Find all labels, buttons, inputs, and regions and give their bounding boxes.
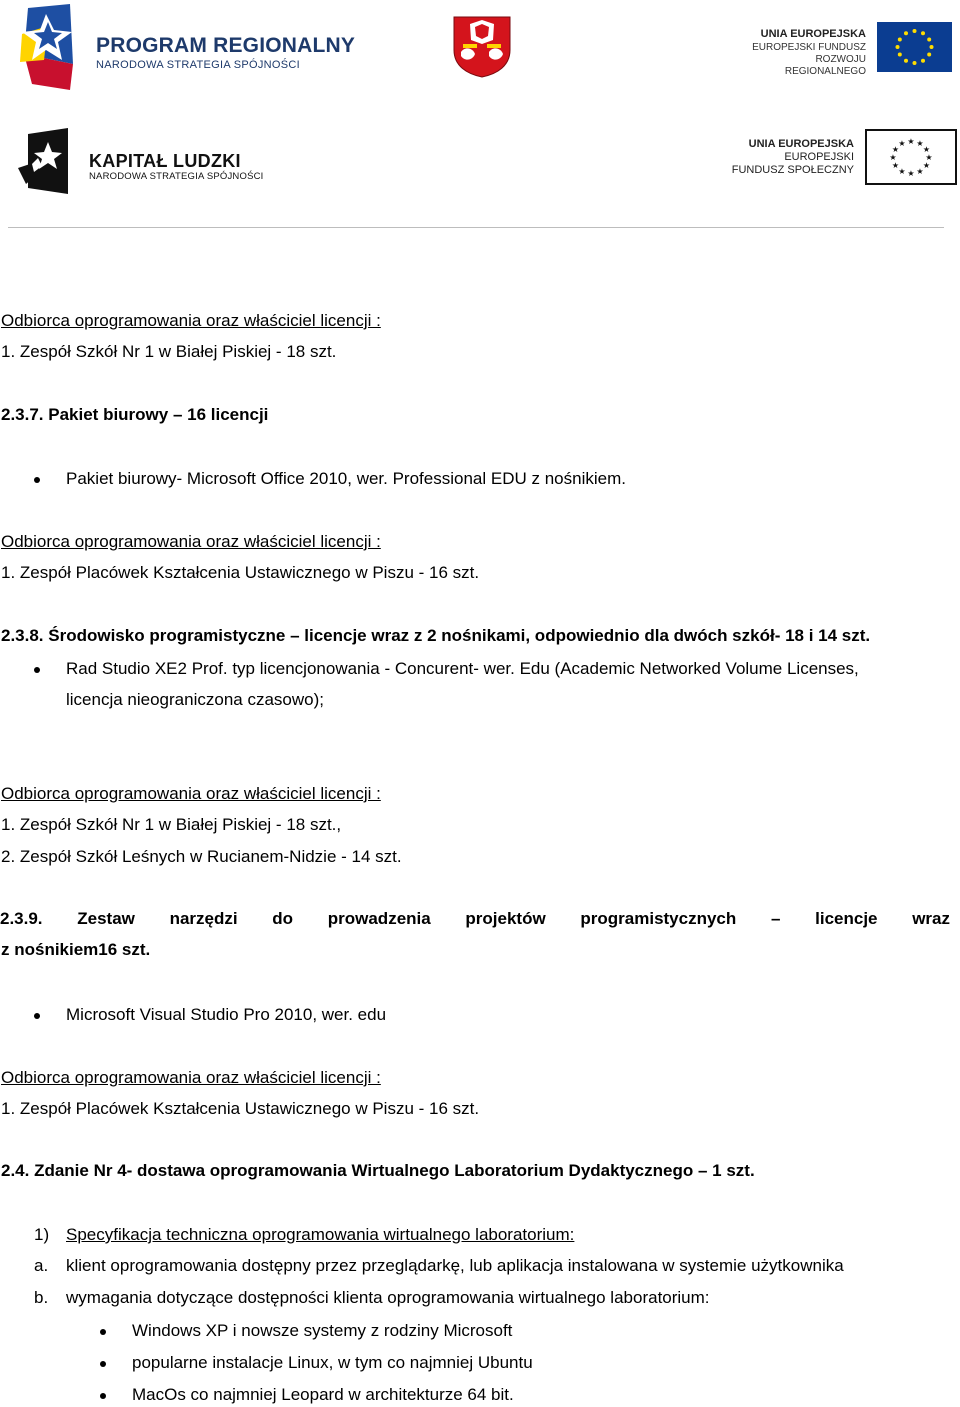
recipient-label: Odbiorca oprogramowania oraz właściciel licencji : [1,311,381,330]
os-requirement-item: popularne instalacje Linux, w tym co najmniej Ubuntu [132,1353,533,1372]
svg-text:★: ★ [922,145,931,154]
recipient-item: 1. Zespół Szkół Nr 1 w Białej Piskiej - 18 szt., [1,815,342,834]
kapital-ludzki-title: KAPITAŁ LUDZKI [89,151,241,171]
recipient-item: 2. Zespół Szkół Leśnych w Rucianem-Nidzie - 14 szt. [1,847,402,866]
ue-regional-line2: EUROPEJSKI FUNDUSZ [752,42,866,53]
section-2-3-9-heading-line2: z nośnikiem16 szt. [1,940,151,959]
ue-regional-line3: ROZWOJU REGIONALNEGO [784,54,866,77]
svg-text:★: ★ [891,161,900,170]
program-regionalny-title: PROGRAM REGIONALNY [96,34,356,57]
bullet-icon [34,477,40,483]
svg-text:★: ★ [916,167,924,176]
recipient-item: 1. Zespół Szkół Nr 1 w Białej Piskiej - 18 szt. [1,342,337,361]
recipient-item: 1. Zespół Placówek Kształcenia Ustawicznego w Piszu - 16 szt. [1,1099,480,1118]
recipient-item: 1. Zespół Placówek Kształcenia Ustawicznego w Piszu - 16 szt. [1,563,480,582]
heading-word: do [272,909,294,928]
kapital-ludzki-subtitle: NARODOWA STRATEGIA SPÓJNOŚCI [89,171,264,182]
section-2-3-7-bullet: Pakiet biurowy- Microsoft Office 2010, wer. Professional EDU z nośnikiem. [66,469,626,488]
svg-text:★: ★ [916,139,924,148]
heading-word: 2.3.9. [0,909,43,928]
heading-word: licencje [815,909,878,928]
svg-text:★: ★ [907,169,915,178]
section-2-3-9-heading [0,908,950,930]
eu-flag-icon [877,22,952,72]
eu-flag-outline-icon [865,129,957,185]
coat-of-arms [453,16,511,78]
ue-social-line3: FUNDUSZ SPOŁECZNY [731,164,854,176]
heading-word: narzędzi [169,909,238,928]
os-requirement-item: MacOs co najmniej Leopard w architekturze 64 bit. [132,1385,514,1404]
bullet-icon [34,1013,40,1019]
header-divider [8,227,944,228]
svg-text:★: ★ [898,167,906,176]
kapital-ludzki-emblem-icon [18,128,72,196]
program-regionalny-logo [18,4,363,92]
recipient-label: Odbiorca oprogramowania oraz właściciel licencji : [1,784,381,803]
heading-word: prowadzenia [327,909,431,928]
recipient-label: Odbiorca oprogramowania oraz właściciel licencji : [1,1068,381,1087]
bullet-icon [100,1393,106,1399]
recipient-label: Odbiorca oprogramowania oraz właściciel licencji : [1,532,381,551]
heading-word: projektów [465,909,546,928]
spec-item-a: klient oprogramowania dostępny przez przeglądarkę, lub aplikacja instalowana w systemie użytkownika [66,1256,844,1275]
svg-text:★: ★ [925,153,933,162]
heading-word: wraz [912,909,950,928]
ue-social-line1: UNIA EUROPEJSKA [748,138,854,150]
bullet-icon [100,1361,106,1367]
ue-social-line2: EUROPEJSKI [784,151,854,163]
heading-word: programistycznych [580,909,737,928]
svg-text:★: ★ [889,153,897,162]
section-2-3-7-heading: 2.3.7. Pakiet biurowy – 16 licencji [1,405,269,424]
ue-social-logo [728,128,958,186]
list-item-letter: a. [34,1256,49,1275]
ue-regional-line1: UNIA EUROPEJSKA [760,28,866,40]
heading-word: Zestaw [77,909,135,928]
kapital-ludzki-logo [18,128,268,198]
svg-text:★: ★ [891,145,900,154]
section-2-3-8-bullet-line1: Rad Studio XE2 Prof. typ licencjonowania - Concurent- wer. Edu (Academic Networked Volume Licenses, [66,659,859,678]
svg-text:★: ★ [922,161,931,170]
section-2-4-heading: 2.4. Zdanie Nr 4- dostawa oprogramowania Wirtualnego Laboratorium Dydaktycznego – 1 szt. [1,1161,755,1180]
spec-item-b: wymagania dotyczące dostępności klienta oprogramowania wirtualnego laboratorium: [66,1288,710,1307]
os-requirement-item: Windows XP i nowsze systemy z rodziny Microsoft [132,1321,513,1340]
bullet-icon [34,667,40,673]
section-2-3-9-bullet: Microsoft Visual Studio Pro 2010, wer. edu [66,1005,387,1024]
program-regionalny-emblem-icon [18,4,76,92]
coat-of-arms-icon [453,16,511,78]
section-2-3-8-heading: 2.3.8. Środowisko programistyczne – licencje wraz z 2 nośnikami, odpowiednio dla dwóch szkół- 18 i 14 szt. [1,626,871,645]
spec-heading: Specyfikacja techniczna oprogramowania wirtualnego laboratorium: [66,1225,575,1244]
heading-word: – [770,909,781,928]
program-regionalny-subtitle: NARODOWA STRATEGIA SPÓJNOŚCI [96,59,300,71]
section-2-3-8-bullet-line2: licencja nieograniczona czasowo); [66,690,324,709]
list-item-number: 1) [34,1225,50,1244]
ue-regional-logo [740,22,952,77]
svg-text:★: ★ [898,139,906,148]
bullet-icon [100,1329,106,1335]
list-item-letter: b. [34,1288,49,1307]
svg-text:★: ★ [907,137,915,146]
